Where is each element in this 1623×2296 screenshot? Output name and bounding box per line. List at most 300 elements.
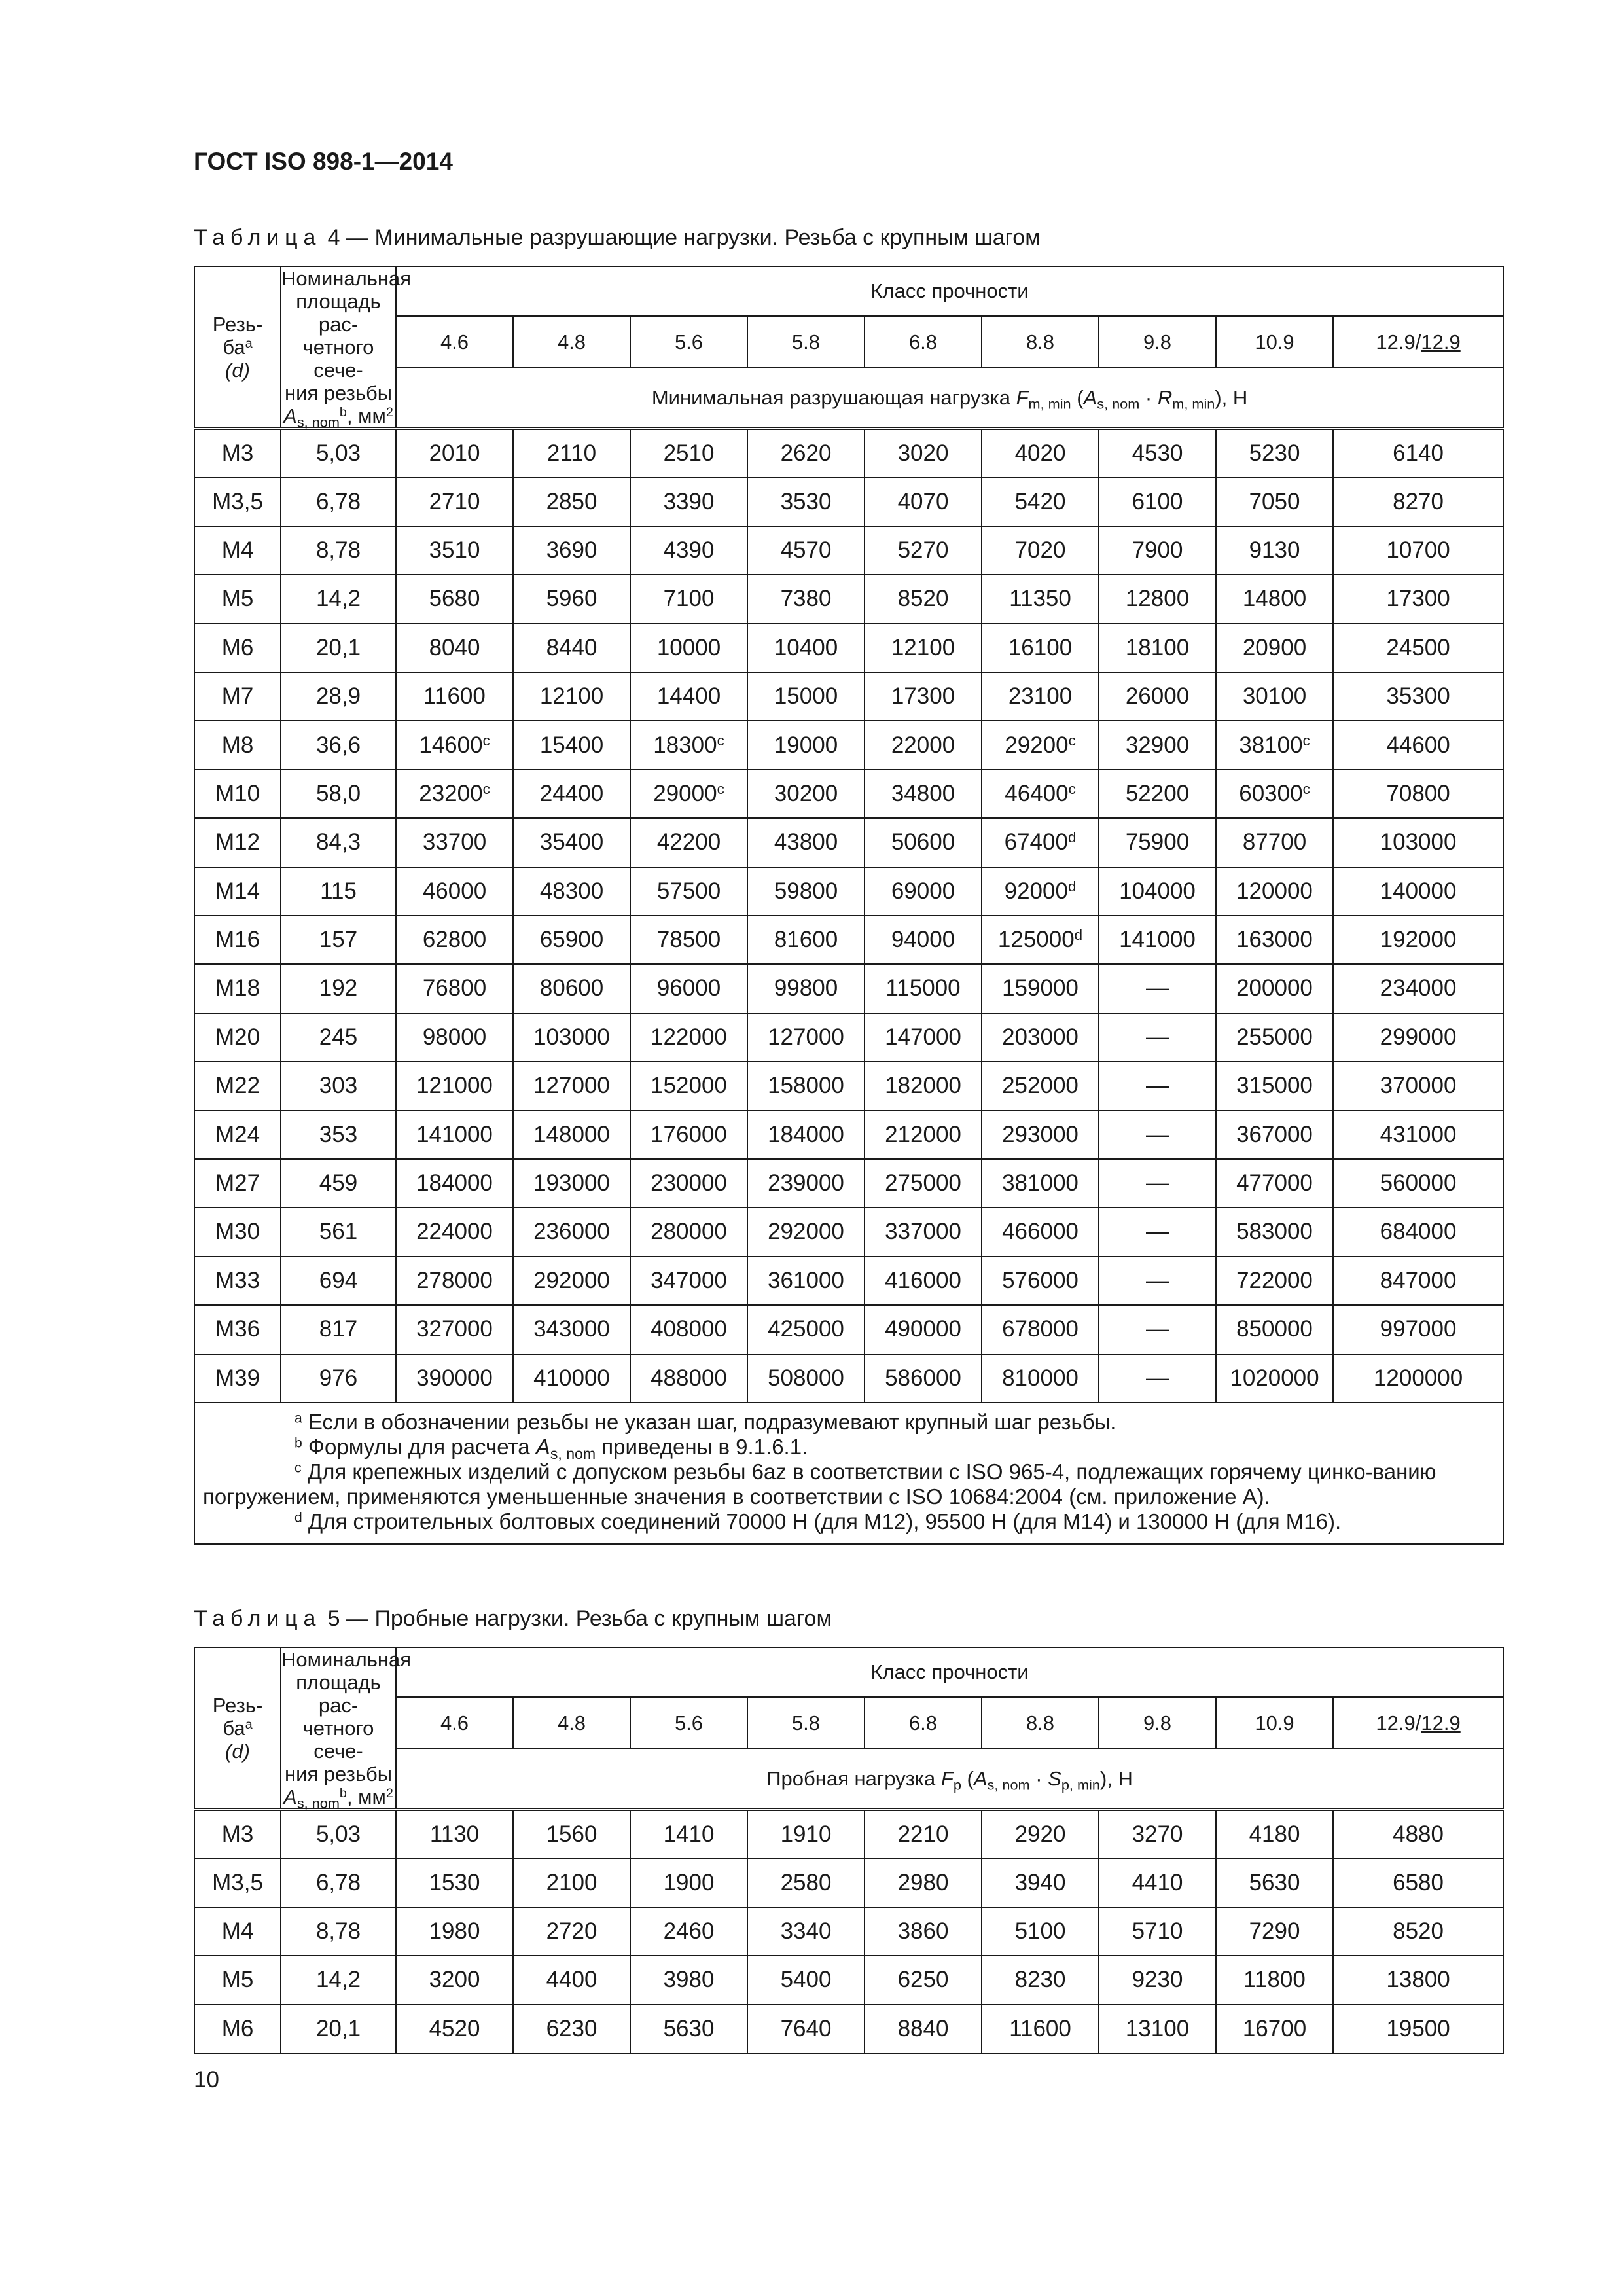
footnote-mark: c — [1068, 780, 1076, 797]
load-cell — [865, 1257, 982, 1305]
load-cell — [630, 429, 747, 477]
load-cell — [982, 1013, 1099, 1062]
load-cell — [513, 429, 630, 477]
load-cell — [982, 624, 1099, 672]
load-value: 42200 — [656, 829, 721, 855]
load-value: — — [1146, 1365, 1169, 1391]
load-cell — [1216, 867, 1333, 916]
load-value: 14600 — [419, 732, 483, 758]
load-cell — [747, 1257, 865, 1305]
load-cell — [630, 1159, 747, 1208]
load-cell — [982, 818, 1099, 867]
thread-cell: M7 — [194, 672, 281, 721]
load-strength-subscript: m, min — [1172, 395, 1215, 412]
load-value: 2210 — [897, 1821, 949, 1847]
load-cell — [630, 672, 747, 721]
load-value: 678000 — [1002, 1316, 1079, 1342]
load-cell — [513, 478, 630, 526]
class-cell: 9.8 — [1099, 316, 1216, 367]
load-cell — [630, 818, 747, 867]
class-label-underlined: 12.9 — [1421, 330, 1461, 353]
footnote-mark: c — [482, 732, 490, 749]
footnote-mark: d — [1067, 878, 1077, 895]
load-cell — [1333, 1257, 1503, 1305]
load-area-symbol: A — [973, 1767, 988, 1791]
load-value: 1020000 — [1230, 1365, 1319, 1391]
load-value: 390000 — [416, 1365, 493, 1391]
load-cell — [1216, 429, 1333, 477]
load-value: 125000 — [997, 927, 1075, 953]
load-cell — [982, 1159, 1099, 1208]
load-value: 488000 — [651, 1365, 727, 1391]
load-value: 5400 — [780, 1967, 832, 1993]
table5-caption-text: 5 — Пробные нагрузки. Резьба с крупным шагом — [321, 1606, 832, 1631]
load-value: 2010 — [429, 440, 480, 466]
table-row — [194, 478, 1503, 526]
load-value: 850000 — [1236, 1316, 1313, 1342]
load-value: 30100 — [1242, 683, 1307, 709]
area-header-symbol: A — [283, 404, 297, 428]
load-cell — [982, 478, 1099, 526]
load-value: 184000 — [768, 1121, 844, 1147]
load-value: 3860 — [897, 1918, 949, 1944]
load-cell — [1099, 672, 1216, 721]
thread-header — [194, 266, 281, 429]
load-cell — [513, 1159, 630, 1208]
area-header-subscript: s, nom — [296, 414, 340, 431]
load-value: 75900 — [1125, 829, 1190, 855]
load-cell — [630, 478, 747, 526]
table-row — [194, 721, 1503, 769]
table-row — [194, 1907, 1503, 1956]
load-cell — [396, 867, 513, 916]
class-cell: 4.6 — [396, 1697, 513, 1748]
footnote-c — [203, 1460, 1495, 1509]
thread-cell: M4 — [194, 526, 281, 575]
load-value: 6230 — [546, 2015, 597, 2041]
load-strength-symbol: S — [1048, 1767, 1061, 1791]
load-value: 11600 — [423, 683, 486, 709]
class-cell: 5.6 — [630, 1697, 747, 1748]
load-cell — [513, 575, 630, 623]
load-cell — [747, 478, 865, 526]
load-value: 203000 — [1002, 1024, 1079, 1050]
load-cell — [982, 1208, 1099, 1256]
load-cell — [747, 964, 865, 1013]
load-cell — [513, 1013, 630, 1062]
load-symbol: F — [940, 1767, 954, 1791]
thread-cell: M3,5 — [194, 1859, 281, 1907]
strength-class-header: Класс прочности — [396, 1647, 1503, 1697]
load-cell — [747, 1208, 865, 1256]
load-value: 65900 — [539, 927, 604, 953]
load-value: 16700 — [1242, 2015, 1307, 2041]
area-cell: 5,03 — [281, 429, 396, 477]
load-value: 81600 — [774, 927, 838, 953]
load-cell — [1099, 575, 1216, 623]
load-value: 12100 — [891, 634, 955, 660]
load-cell — [747, 1354, 865, 1403]
area-header-line3: четного сече- — [302, 336, 374, 382]
class-cell: 10.9 — [1216, 1697, 1333, 1748]
load-cell — [747, 916, 865, 964]
thread-header-line1: Резь- — [212, 1694, 263, 1717]
load-value: 576000 — [1002, 1267, 1079, 1293]
load-dot: · — [1139, 386, 1158, 410]
load-value: 2720 — [546, 1918, 597, 1944]
load-value: 59800 — [774, 878, 838, 904]
load-value: 104000 — [1119, 878, 1196, 904]
thread-cell: M6 — [194, 624, 281, 672]
load-value: 8040 — [429, 634, 480, 660]
load-value: 43800 — [774, 829, 838, 855]
load-value: 6140 — [1393, 440, 1444, 466]
load-cell — [982, 526, 1099, 575]
load-cell — [1333, 964, 1503, 1013]
table-row — [194, 1111, 1503, 1159]
load-cell — [1099, 1354, 1216, 1403]
load-value: — — [1146, 1316, 1169, 1342]
load-value: 337000 — [885, 1219, 961, 1245]
load-value: 3200 — [429, 1967, 480, 1993]
table-row — [194, 1062, 1503, 1110]
area-cell: 20,1 — [281, 2005, 396, 2053]
load-value: 997000 — [1380, 1316, 1457, 1342]
load-value: 466000 — [1002, 1219, 1079, 1245]
table-row — [194, 1305, 1503, 1354]
table-row — [194, 526, 1503, 575]
load-cell — [1333, 429, 1503, 477]
footnote-mark: c — [717, 732, 724, 749]
load-cell — [982, 1810, 1099, 1858]
load-cell — [865, 818, 982, 867]
area-header-line4: ния резьбы — [284, 1763, 393, 1786]
table-row — [194, 575, 1503, 623]
load-value: 14400 — [656, 683, 721, 709]
load-cell — [747, 2005, 865, 2053]
load-value: 92000 — [1004, 878, 1068, 904]
load-value: — — [1146, 975, 1169, 1001]
load-value: 7100 — [663, 586, 715, 612]
table4-caption-text: 4 — Минимальные разрушающие нагрузки. Резьба с крупным шагом — [321, 225, 1041, 250]
load-cell — [1099, 1208, 1216, 1256]
load-value: 293000 — [1002, 1121, 1079, 1147]
load-cell — [1216, 818, 1333, 867]
load-value: 275000 — [885, 1170, 961, 1196]
load-cell — [513, 770, 630, 818]
load-cell — [630, 2005, 747, 2053]
load-cell — [630, 1111, 747, 1159]
area-cell: 14,2 — [281, 575, 396, 623]
load-value: 367000 — [1236, 1121, 1313, 1147]
load-cell — [1333, 1354, 1503, 1403]
load-cell — [982, 867, 1099, 916]
load-cell — [1216, 1859, 1333, 1907]
load-value: 2580 — [780, 1869, 832, 1895]
load-cell — [1333, 478, 1503, 526]
load-value: 5230 — [1249, 440, 1300, 466]
area-cell: 20,1 — [281, 624, 396, 672]
load-cell — [630, 1907, 747, 1956]
load-cell — [513, 526, 630, 575]
load-value: 46400 — [1005, 780, 1069, 806]
load-cell — [1099, 478, 1216, 526]
footnote-mark-a: a — [245, 1717, 253, 1732]
load-cell — [396, 624, 513, 672]
load-value: 30200 — [774, 780, 838, 806]
load-value: — — [1146, 1267, 1169, 1293]
load-cell — [1216, 1956, 1333, 2004]
table4 — [194, 266, 1504, 1545]
thread-cell: M12 — [194, 818, 281, 867]
load-value: 1910 — [780, 1821, 832, 1847]
load-cell — [396, 429, 513, 477]
load-cell — [1216, 624, 1333, 672]
load-cell — [865, 1208, 982, 1256]
load-value: 57500 — [656, 878, 721, 904]
load-value: 14800 — [1242, 586, 1307, 612]
load-value: 12100 — [539, 683, 604, 709]
load-cell — [1333, 1159, 1503, 1208]
load-cell — [513, 672, 630, 721]
load-cell — [396, 526, 513, 575]
load-value: 11800 — [1243, 1967, 1306, 1993]
area-header-unit-exp: 2 — [385, 405, 393, 420]
load-cell — [630, 526, 747, 575]
load-cell — [396, 1062, 513, 1110]
load-strength-symbol: R — [1157, 386, 1173, 410]
load-cell — [513, 1111, 630, 1159]
load-cell — [865, 672, 982, 721]
notes-row — [194, 1403, 1503, 1544]
load-header — [396, 1749, 1503, 1810]
thread-cell: M4 — [194, 1907, 281, 1956]
load-value: 5270 — [897, 537, 949, 563]
load-value: 2850 — [546, 488, 597, 514]
area-cell: 303 — [281, 1062, 396, 1110]
load-cell — [1216, 1111, 1333, 1159]
load-value: 127000 — [533, 1073, 610, 1099]
load-cell — [396, 1810, 513, 1858]
class-cell: 5.8 — [747, 1697, 865, 1748]
class-cell — [1333, 1697, 1503, 1748]
area-cell: 353 — [281, 1111, 396, 1159]
load-value: 141000 — [416, 1121, 493, 1147]
load-cell — [865, 964, 982, 1013]
thread-cell: M10 — [194, 770, 281, 818]
area-header-line3: четного сече- — [302, 1717, 374, 1763]
load-value: 94000 — [891, 927, 955, 953]
thread-header-var: (d) — [225, 359, 250, 382]
load-value: 2980 — [897, 1869, 949, 1895]
load-value: 18300 — [653, 732, 717, 758]
load-value: 224000 — [416, 1219, 493, 1245]
load-cell — [747, 1859, 865, 1907]
load-value: 477000 — [1236, 1170, 1313, 1196]
load-cell — [982, 1062, 1099, 1110]
load-paren: ( — [1071, 386, 1084, 410]
load-value: 3940 — [1014, 1869, 1066, 1895]
load-cell — [513, 1257, 630, 1305]
load-cell — [982, 721, 1099, 769]
load-value: 13800 — [1386, 1967, 1450, 1993]
load-cell — [865, 1859, 982, 1907]
load-value: 7020 — [1014, 537, 1066, 563]
load-value: 10400 — [774, 634, 838, 660]
load-cell — [513, 2005, 630, 2053]
load-value: 9130 — [1249, 537, 1300, 563]
load-value: 343000 — [533, 1316, 610, 1342]
load-value: 115000 — [885, 975, 961, 1001]
load-cell — [396, 478, 513, 526]
load-value: 87700 — [1242, 829, 1307, 855]
footnote-mark-b: b — [294, 1435, 302, 1451]
load-value: 508000 — [768, 1365, 844, 1391]
footnote-d-text: Для строительных болтовых соединений 70000 Н (для М12), 95500 Н (для М14) и 130000 Н (для М16). — [302, 1509, 1342, 1534]
load-cell — [396, 1013, 513, 1062]
load-value: 140000 — [1380, 878, 1457, 904]
load-cell — [630, 1305, 747, 1354]
load-cell — [513, 818, 630, 867]
load-value: 3530 — [780, 488, 832, 514]
load-value: 1130 — [429, 1821, 480, 1847]
load-cell — [396, 1907, 513, 1956]
load-value: 4390 — [663, 537, 715, 563]
load-cell — [747, 1111, 865, 1159]
load-value: 2510 — [663, 440, 715, 466]
load-cell — [865, 867, 982, 916]
load-value: 2460 — [663, 1918, 715, 1944]
load-value: 120000 — [1236, 878, 1313, 904]
load-cell — [865, 1013, 982, 1062]
load-cell — [865, 624, 982, 672]
area-cell: 6,78 — [281, 478, 396, 526]
load-cell — [1333, 624, 1503, 672]
area-cell: 84,3 — [281, 818, 396, 867]
load-cell — [1099, 2005, 1216, 2053]
load-value: 141000 — [1119, 927, 1196, 953]
load-cell — [747, 624, 865, 672]
area-cell: 459 — [281, 1159, 396, 1208]
load-value: 234000 — [1380, 975, 1457, 1001]
load-cell — [747, 672, 865, 721]
load-cell — [1099, 1111, 1216, 1159]
load-cell — [1216, 2005, 1333, 2053]
thread-cell: M24 — [194, 1111, 281, 1159]
load-cell — [747, 818, 865, 867]
load-value: 327000 — [416, 1316, 493, 1342]
load-value: 78500 — [656, 927, 721, 953]
load-cell — [396, 964, 513, 1013]
load-value: — — [1146, 1121, 1169, 1147]
load-cell — [1216, 1305, 1333, 1354]
load-value: 1530 — [429, 1869, 480, 1895]
table-row — [194, 672, 1503, 721]
load-cell — [1333, 770, 1503, 818]
load-cell — [1333, 1111, 1503, 1159]
load-value: 17300 — [891, 683, 955, 709]
load-value: 121000 — [416, 1073, 493, 1099]
load-value: 22000 — [891, 732, 955, 758]
load-value: 1980 — [429, 1918, 480, 1944]
load-cell — [630, 1354, 747, 1403]
load-cell — [1333, 575, 1503, 623]
load-value: 280000 — [651, 1219, 727, 1245]
load-value: 176000 — [651, 1121, 727, 1147]
load-value: 11350 — [1009, 586, 1071, 612]
load-cell — [1216, 478, 1333, 526]
table-row — [194, 916, 1503, 964]
load-value: 3690 — [546, 537, 597, 563]
load-value: 152000 — [651, 1073, 727, 1099]
load-cell — [982, 1305, 1099, 1354]
load-cell — [396, 1159, 513, 1208]
thread-cell: M16 — [194, 916, 281, 964]
area-header-line1: Номинальная — [281, 267, 412, 290]
load-cell — [865, 1956, 982, 2004]
footnote-b-text: Формулы для расчета — [302, 1434, 536, 1459]
load-cell — [1216, 721, 1333, 769]
load-value: 5630 — [663, 2015, 715, 2041]
load-value: 182000 — [885, 1073, 961, 1099]
load-value: 810000 — [1002, 1365, 1079, 1391]
load-cell — [1333, 818, 1503, 867]
load-cell — [982, 1956, 1099, 2004]
load-cell — [982, 770, 1099, 818]
load-cell — [630, 1859, 747, 1907]
load-cell — [1099, 429, 1216, 477]
load-value: 10000 — [656, 634, 721, 660]
load-cell — [865, 1810, 982, 1858]
thread-cell: M5 — [194, 575, 281, 623]
load-value: 147000 — [885, 1024, 961, 1050]
load-subscript: p — [953, 1776, 961, 1793]
load-cell — [1333, 1062, 1503, 1110]
load-cell — [630, 624, 747, 672]
load-value: 29200 — [1005, 732, 1069, 758]
load-cell — [513, 1810, 630, 1858]
table5 — [194, 1647, 1504, 2054]
load-cell — [1333, 1810, 1503, 1858]
load-value: 11600 — [1009, 2015, 1071, 2041]
load-value: 8440 — [546, 634, 597, 660]
load-cell — [865, 1111, 982, 1159]
strength-class-header: Класс прочности — [396, 266, 1503, 316]
area-cell: 694 — [281, 1257, 396, 1305]
load-value: 361000 — [768, 1267, 844, 1293]
load-value: 4410 — [1132, 1869, 1183, 1895]
footnote-mark-c: c — [294, 1460, 302, 1476]
load-cell — [1333, 1907, 1503, 1956]
load-value: 103000 — [533, 1024, 610, 1050]
load-value: 4570 — [780, 537, 832, 563]
load-cell — [396, 1354, 513, 1403]
load-value: 29000 — [653, 780, 717, 806]
area-cell: 6,78 — [281, 1859, 396, 1907]
load-cell — [982, 1859, 1099, 1907]
thread-cell: M33 — [194, 1257, 281, 1305]
thread-cell: M30 — [194, 1208, 281, 1256]
load-value: 3390 — [663, 488, 715, 514]
area-cell: 14,2 — [281, 1956, 396, 2004]
load-value: 315000 — [1236, 1073, 1313, 1099]
load-cell — [982, 429, 1099, 477]
load-cell — [396, 1859, 513, 1907]
load-value: 583000 — [1236, 1219, 1313, 1245]
table-row — [194, 1354, 1503, 1403]
load-cell — [513, 1859, 630, 1907]
load-cell — [396, 770, 513, 818]
